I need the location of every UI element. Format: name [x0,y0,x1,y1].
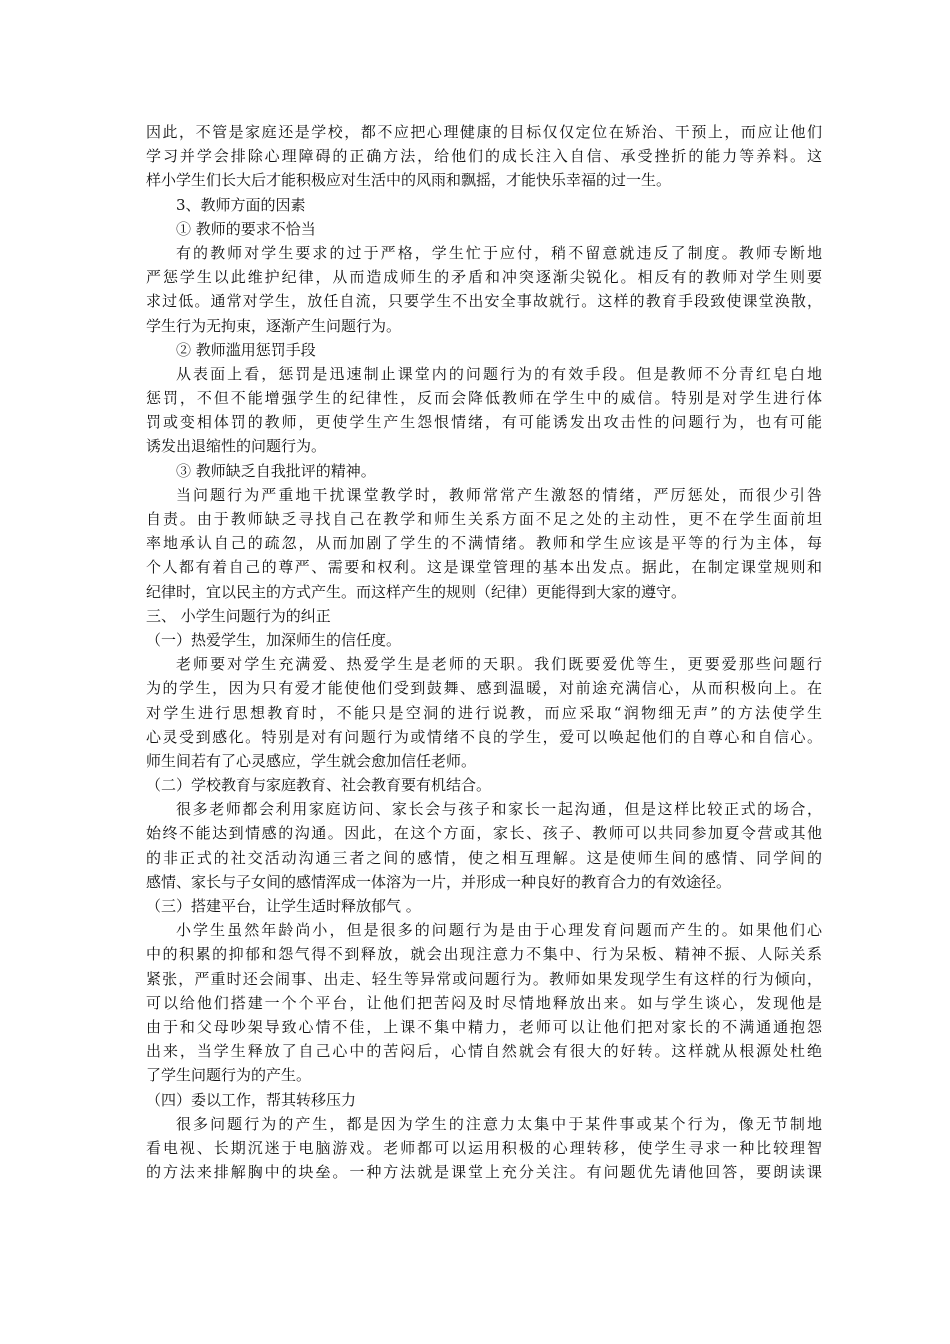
text-line: 心灵受到感化。特别是对有问题行为或情绪不良的学生，爱可以唤起他们的自尊心和自信心。 [146,727,822,746]
text-line: 由于和父母吵架导致心情不佳，上课不集中精力，老师可以让他们把对家长的不满通通抱怨 [146,1017,822,1036]
text-line: 罚或变相体罚的教师，更使学生产生怨恨情绪，有可能诱发出攻击性的问题行为，也有可能 [146,413,822,432]
text-line: 始终不能达到情感的沟通。因此，在这个方面，家长、孩子、教师可以共同参加夏令营或其他 [146,824,822,843]
text-line: 严惩学生以此维护纪律，从而造成师生的矛盾和冲突逐渐尖锐化。相反有的教师对学生则要 [146,268,822,287]
document-page [146,120,822,1184]
text-line: 很多老师都会利用家庭访问、家长会与孩子和家长一起沟通，但是这样比较正式的场合， [176,800,822,819]
text-line: 3、教师方面的因素 [176,195,306,214]
text-line: 中的积累的抑郁和怨气得不到释放，就会出现注意力不集中、行为呆板、精神不振、人际关系 [146,945,822,964]
text-line: （二）学校教育与家庭教育、社会教育要有机结合。 [146,776,492,795]
text-line: ③ 教师缺乏自我批评的精神。 [176,461,376,480]
text-line: 率地承认自己的疏忽，从而加剧了学生的不满情绪。教师和学生应该是平等的行为主体，每 [146,534,822,553]
text-line: 求过低。通常对学生，放任自流，只要学生不出安全事故就行。这样的教育手段致使课堂涣散， [146,292,822,311]
text-line: 样小学生们长大后才能积极应对生活中的风雨和飘摇，才能快乐幸福的过一生。 [146,171,672,190]
text-line: 的方法来排解胸中的块垒。一种方法就是课堂上充分关注。有问题优先请他回答，要朗读课 [146,1163,822,1182]
text-line: 三、 小学生问题行为的纠正 [146,606,331,625]
text-line: 有的教师对学生要求的过于严格，学生忙于应付，稍不留意就违反了制度。教师专断地 [176,243,822,262]
text-line: 紧张，严重时还会闹事、出走、轻生等异常或问题行为。教师如果发现学生有这样的行为倾向， [146,969,822,988]
text-line: （四）委以工作，帮其转移压力 [146,1090,357,1109]
text-line: 了学生问题行为的产生。 [146,1066,312,1085]
text-line: 感情、家长与子女间的感情浑成一体溶为一片，并形成一种良好的教育合力的有效途径。 [146,872,732,891]
text-line: 当问题行为严重地干扰课堂教学时，教师常常产生激怒的情绪，严厉惩处，而很少引咎 [176,485,822,504]
text-line: 看电视、长期沉迷于电脑游戏。老师都可以运用积极的心理转移，使学生寻求一种比较理智 [146,1138,822,1157]
text-line: ② 教师滥用惩罚手段 [176,340,316,359]
text-line: 惩罚，不但不能增强学生的纪律性，反而会降低教师在学生中的威信。特别是对学生进行体 [146,389,822,408]
text-line: 纪律时，宜以民主的方式产生。而这样产生的规则（纪律）更能得到大家的遵守。 [146,582,687,601]
text-line: 对学生进行思想教育时，不能只是空洞的进行说教，而应采取“润物细无声”的方法使学生 [146,703,822,722]
text-line: 小学生虽然年龄尚小，但是很多的问题行为是由于心理发育问题而产生的。如果他们心 [176,921,822,940]
text-line: 的非正式的社交活动沟通三者之间的感情，使之相互理解。这是使师生间的感情、同学间的 [146,848,822,867]
text-line: 很多问题行为的产生，都是因为学生的注意力太集中于某件事或某个行为，像无节制地 [176,1114,822,1133]
text-line: 学生行为无拘束，逐渐产生问题行为。 [146,316,402,335]
text-line: 为的学生，因为只有爱才能使他们受到鼓舞、感到温暖，对前途充满信心，从而积极向上。在 [146,679,822,698]
text-line: （三）搭建平台，让学生适时释放郁气 。 [146,897,421,915]
text-line: （一）热爱学生，加深师生的信任度。 [146,630,402,649]
text-line: 可以给他们搭建一个个平台，让他们把苦闷及时尽情地释放出来。如与学生谈心，发现他是 [146,993,822,1012]
text-line: 个人都有着自己的尊严、需要和权利。这是课堂管理的基本出发点。据此，在制定课堂规则和 [146,558,822,577]
text-line: ① 教师的要求不恰当 [176,219,316,238]
text-line: 自责。由于教师缺乏寻找自己在教学和师生关系方面不足之处的主动性，更不在学生面前坦 [146,510,822,528]
text-line: 诱发出退缩性的问题行为。 [146,437,327,456]
text-line: 因此，不管是家庭还是学校，都不应把心理健康的目标仅仅定位在矫治、干预上，而应让他们 [146,123,822,141]
text-line: 出来，当学生释放了自己心中的苦闷后，心情自然就会有很大的好转。这样就从根源处杜绝 [146,1042,822,1061]
text-line: 师生间若有了心灵感应，学生就会愈加信任老师。 [146,751,477,770]
text-line: 老师要对学生充满爱、热爱学生是老师的天职。我们既要爱优等生，更要爱那些问题行 [176,655,822,674]
text-line: 学习并学会排除心理障碍的正确方法，给他们的成长注入自信、承受挫折的能力等养料。这 [146,147,822,166]
text-line: 从表面上看，惩罚是迅速制止课堂内的问题行为的有效手段。但是教师不分青红皂白地 [176,364,822,383]
